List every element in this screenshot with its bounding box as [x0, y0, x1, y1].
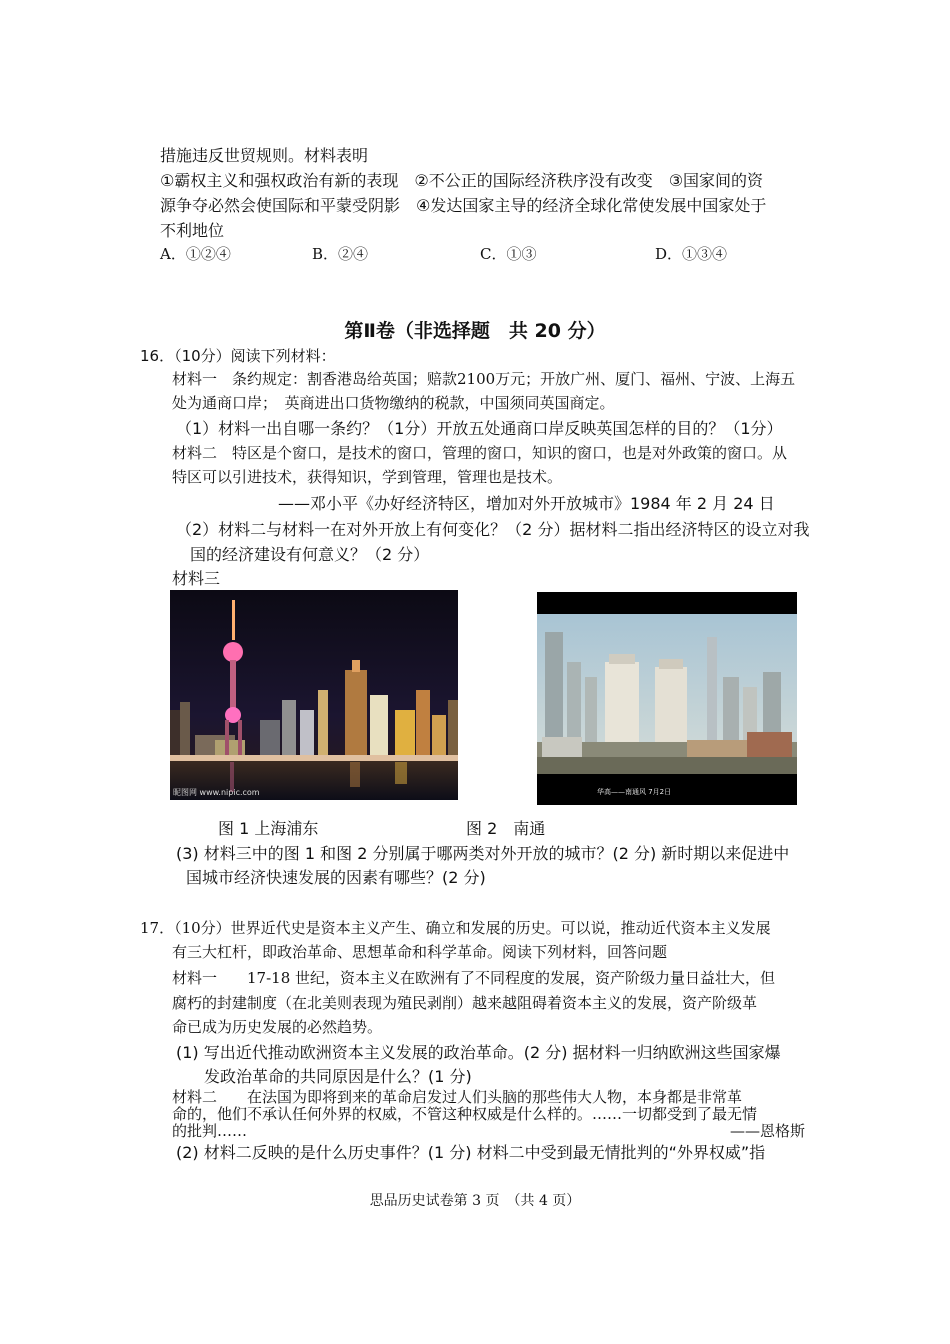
nantong-photo	[537, 592, 797, 805]
q15-option-c: C．①③	[480, 245, 537, 263]
page-footer: 思品历史试卷第 3 页 （共 4 页）	[369, 1193, 581, 1209]
q15-option-d: D．①③④	[655, 245, 728, 263]
q17-material-1-line-1: 材料一 17-18 世纪，资本主义在欧洲有了不同程度的发展，资产阶级力量日益壮大，但	[172, 969, 776, 987]
q16-question-1: （1）材料一出自哪一条约？（1分）开放五处通商口岸反映英国怎样的目的？（1分）	[176, 419, 783, 438]
q17-material-2-line-2: 命的，他们不承认任何外界的权威，不管这种权威是什么样的。……一切都受到了最无情	[172, 1105, 758, 1123]
q17-material-2-line-3: 的批判……	[172, 1122, 248, 1140]
q16-material-1-line-1: 材料一 条约规定：割香港岛给英国；赔款2100万元；开放广州、厦门、福州、宁波、上海五	[172, 370, 796, 388]
q17-material-1-line-2: 腐朽的封建制度（在北美则表现为殖民剥削）越来越阻碍着资本主义的发展，资产阶级革	[172, 994, 758, 1012]
q17-head-line-1: 17．（10分）世界近代史是资本主义产生、确立和发展的历史。可以说，推动近代资本主义发展	[140, 919, 771, 937]
section-title: 第Ⅱ卷（非选择题 共 20 分）	[344, 320, 606, 342]
q17-question-1-line-1: (1) 写出近代推动欧洲资本主义发展的政治革命。(2 分) 据材料一归纳欧洲这些国家爆	[176, 1043, 781, 1062]
q16-material-2-source: ——邓小平《办好经济特区，增加对外开放城市》1984 年 2 月 24 日	[278, 494, 775, 513]
q15-line-3: 源争夺必然会使国际和平蒙受阴影 ④发达国家主导的经济全球化常使发展中国家处于	[160, 196, 767, 215]
q15-line-2: ①霸权主义和强权政治有新的表现 ②不公正的国际经济秩序没有改变 ③国家间的资	[160, 171, 764, 190]
q16-material-1-line-2: 处为通商口岸； 英商进出口货物缴纳的税款，中国须同英国商定。	[172, 394, 615, 412]
photo-watermark: 昵图网 www.nipic.com	[173, 788, 260, 797]
q16-material-2-line-1: 材料二 特区是个窗口，是技术的窗口，管理的窗口，知识的窗口，也是对外政策的窗口。从	[172, 444, 788, 462]
q15-option-a: A．①②④	[160, 245, 231, 263]
q15-option-b: B．②④	[312, 245, 369, 263]
q17-question-2-line-1: (2) 材料二反映的是什么历史事件？(1 分) 材料二中受到最无情批判的“外界权威”指	[176, 1143, 766, 1162]
q16-question-2-line-1: （2）材料二与材料一在对外开放上有何变化？（2 分）据材料二指出经济特区的设立对我	[176, 520, 810, 539]
q16-question-3-line-2: 国城市经济快速发展的因素有哪些？(2 分)	[186, 868, 486, 887]
shanghai-pudong-photo	[170, 590, 458, 800]
q16-material-2-line-2: 特区可以引进技术，获得知识，学到管理，管理也是技术。	[172, 468, 563, 486]
q15-line-1: 措施违反世贸规则。材料表明	[160, 146, 369, 165]
photo-caption: 华高——南通风 7月2日	[597, 788, 672, 796]
q16-question-2-line-2: 国的经济建设有何意义？（2 分）	[190, 545, 430, 564]
q17-material-1-line-3: 命已成为历史发展的必然趋势。	[172, 1018, 383, 1036]
q17-material-2-source: ——恩格斯	[730, 1122, 806, 1140]
figure-2-caption: 图 2 南通	[466, 819, 546, 838]
q16-material-3-label: 材料三	[172, 569, 221, 588]
q15-line-4: 不利地位	[160, 221, 225, 240]
q17-question-1-line-2: 发政治革命的共同原因是什么？(1 分)	[204, 1067, 472, 1086]
figure-1-caption: 图 1 上海浦东	[218, 819, 319, 838]
q16-head: 16．（10分）阅读下列材料：	[140, 347, 336, 365]
q16-question-3-line-1: (3) 材料三中的图 1 和图 2 分别属于哪两类对外开放的城市？(2 分) 新时期以来促进中	[176, 844, 790, 863]
q17-material-2-line-1: 材料二 在法国为即将到来的革命启发过人们头脑的那些伟大人物，本身都是非常革	[172, 1088, 743, 1106]
q17-head-line-2: 有三大杠杆，即政治革命、思想革命和科学革命。阅读下列材料，回答问题	[172, 943, 668, 961]
